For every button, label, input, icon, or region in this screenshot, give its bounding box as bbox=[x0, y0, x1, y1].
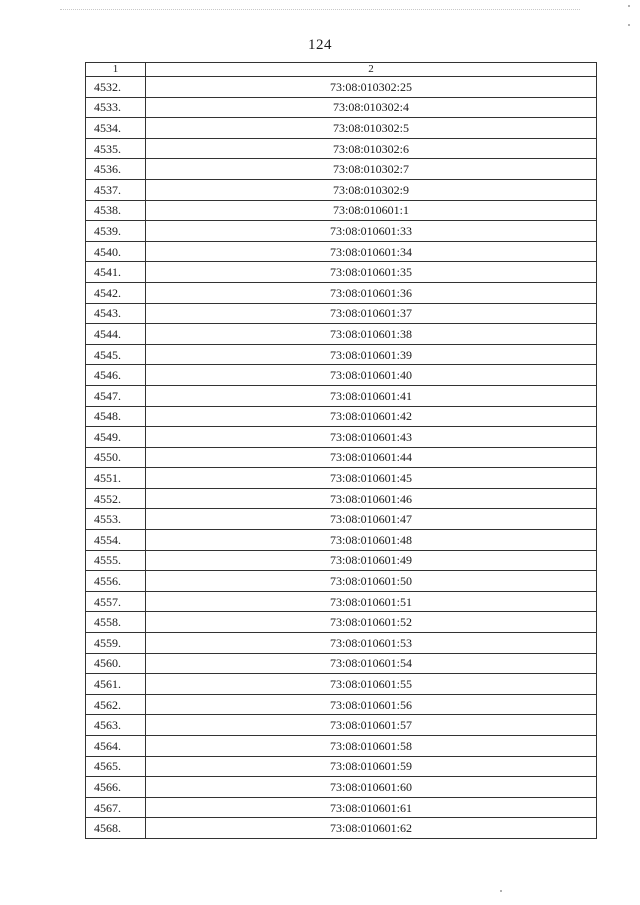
table-row bbox=[86, 179, 597, 200]
cadastral-number: 73:08:010601:59 bbox=[146, 756, 597, 777]
cadastral-number: 73:08:010601:61 bbox=[146, 797, 597, 818]
cadastral-number: 73:08:010601:60 bbox=[146, 777, 597, 798]
row-number: 4544. bbox=[86, 324, 146, 345]
cadastral-number: 73:08:010601:33 bbox=[146, 221, 597, 242]
cadastral-number: 73:08:010601:34 bbox=[146, 241, 597, 262]
cadastral-number: 73:08:010601:41 bbox=[146, 385, 597, 406]
table-row bbox=[86, 77, 597, 98]
page-number: 124 bbox=[308, 37, 332, 53]
cadastral-number: 73:08:010601:45 bbox=[146, 468, 597, 489]
cadastral-number: 73:08:010601:57 bbox=[146, 715, 597, 736]
row-number: 4559. bbox=[86, 633, 146, 654]
cadastral-number: 73:08:010601:51 bbox=[146, 591, 597, 612]
row-number: 4551. bbox=[86, 468, 146, 489]
register-table bbox=[85, 62, 597, 839]
row-number: 4538. bbox=[86, 200, 146, 221]
row-number: 4560. bbox=[86, 653, 146, 674]
table-row bbox=[86, 138, 597, 159]
scan-speck bbox=[628, 5, 630, 7]
cadastral-number: 73:08:010601:35 bbox=[146, 262, 597, 283]
table-row bbox=[86, 365, 597, 386]
table-row bbox=[86, 406, 597, 427]
table-row bbox=[86, 262, 597, 283]
row-number: 4532. bbox=[86, 77, 146, 98]
row-number: 4563. bbox=[86, 715, 146, 736]
cadastral-number: 73:08:010601:53 bbox=[146, 633, 597, 654]
row-number: 4542. bbox=[86, 282, 146, 303]
row-number: 4561. bbox=[86, 674, 146, 695]
table-row bbox=[86, 736, 597, 757]
row-number: 4553. bbox=[86, 509, 146, 530]
cadastral-number: 73:08:010601:1 bbox=[146, 200, 597, 221]
row-number: 4565. bbox=[86, 756, 146, 777]
table-row bbox=[86, 530, 597, 551]
scan-speck bbox=[500, 890, 502, 892]
table-row bbox=[86, 756, 597, 777]
cadastral-number: 73:08:010601:42 bbox=[146, 406, 597, 427]
cadastral-number: 73:08:010601:47 bbox=[146, 509, 597, 530]
row-number: 4555. bbox=[86, 550, 146, 571]
row-number: 4536. bbox=[86, 159, 146, 180]
cadastral-number: 73:08:010601:44 bbox=[146, 447, 597, 468]
row-number: 4537. bbox=[86, 179, 146, 200]
cadastral-number: 73:08:010601:56 bbox=[146, 694, 597, 715]
scan-artifact-top bbox=[60, 9, 580, 12]
table-row bbox=[86, 818, 597, 839]
row-number: 4543. bbox=[86, 303, 146, 324]
row-number: 4547. bbox=[86, 385, 146, 406]
table-row bbox=[86, 777, 597, 798]
row-number: 4558. bbox=[86, 612, 146, 633]
row-number: 4545. bbox=[86, 344, 146, 365]
row-number: 4535. bbox=[86, 138, 146, 159]
row-number: 4562. bbox=[86, 694, 146, 715]
cadastral-number: 73:08:010601:46 bbox=[146, 488, 597, 509]
cadastral-number: 73:08:010302:6 bbox=[146, 138, 597, 159]
table-row bbox=[86, 427, 597, 448]
scan-speck bbox=[628, 24, 630, 26]
column-header-code: 2 bbox=[146, 63, 597, 77]
row-number: 4539. bbox=[86, 221, 146, 242]
cadastral-number: 73:08:010302:25 bbox=[146, 77, 597, 98]
table-row bbox=[86, 715, 597, 736]
cadastral-number: 73:08:010601:50 bbox=[146, 571, 597, 592]
table-row bbox=[86, 159, 597, 180]
table-row bbox=[86, 118, 597, 139]
table-row bbox=[86, 200, 597, 221]
cadastral-number: 73:08:010601:38 bbox=[146, 324, 597, 345]
cadastral-number: 73:08:010601:62 bbox=[146, 818, 597, 839]
row-number: 4546. bbox=[86, 365, 146, 386]
row-number: 4566. bbox=[86, 777, 146, 798]
cadastral-number: 73:08:010601:39 bbox=[146, 344, 597, 365]
table-row bbox=[86, 509, 597, 530]
cadastral-number: 73:08:010601:49 bbox=[146, 550, 597, 571]
table-row bbox=[86, 447, 597, 468]
row-number: 4568. bbox=[86, 818, 146, 839]
table-row bbox=[86, 694, 597, 715]
cadastral-number: 73:08:010601:37 bbox=[146, 303, 597, 324]
cadastral-number: 73:08:010601:55 bbox=[146, 674, 597, 695]
row-number: 4550. bbox=[86, 447, 146, 468]
table-row bbox=[86, 571, 597, 592]
row-number: 4552. bbox=[86, 488, 146, 509]
row-number: 4554. bbox=[86, 530, 146, 551]
row-number: 4540. bbox=[86, 241, 146, 262]
cadastral-number: 73:08:010601:52 bbox=[146, 612, 597, 633]
cadastral-number: 73:08:010601:58 bbox=[146, 736, 597, 757]
table-body bbox=[86, 63, 597, 839]
table-row bbox=[86, 282, 597, 303]
table-row bbox=[86, 97, 597, 118]
table-row bbox=[86, 344, 597, 365]
table-row bbox=[86, 468, 597, 489]
row-number: 4556. bbox=[86, 571, 146, 592]
cadastral-number: 73:08:010601:40 bbox=[146, 365, 597, 386]
row-number: 4533. bbox=[86, 97, 146, 118]
table-header-row bbox=[86, 63, 597, 77]
table-row bbox=[86, 303, 597, 324]
cadastral-number: 73:08:010302:7 bbox=[146, 159, 597, 180]
column-header-number: 1 bbox=[86, 63, 146, 77]
table-row bbox=[86, 653, 597, 674]
table-row bbox=[86, 633, 597, 654]
cadastral-number: 73:08:010601:43 bbox=[146, 427, 597, 448]
table-row bbox=[86, 674, 597, 695]
row-number: 4564. bbox=[86, 736, 146, 757]
row-number: 4567. bbox=[86, 797, 146, 818]
row-number: 4557. bbox=[86, 591, 146, 612]
table-row bbox=[86, 385, 597, 406]
cadastral-number: 73:08:010302:5 bbox=[146, 118, 597, 139]
table-row bbox=[86, 221, 597, 242]
table-row bbox=[86, 241, 597, 262]
table-row bbox=[86, 797, 597, 818]
table-row bbox=[86, 550, 597, 571]
table-row bbox=[86, 324, 597, 345]
table-row bbox=[86, 612, 597, 633]
row-number: 4548. bbox=[86, 406, 146, 427]
cadastral-number: 73:08:010601:36 bbox=[146, 282, 597, 303]
row-number: 4549. bbox=[86, 427, 146, 448]
cadastral-number: 73:08:010302:9 bbox=[146, 179, 597, 200]
row-number: 4534. bbox=[86, 118, 146, 139]
cadastral-number: 73:08:010601:54 bbox=[146, 653, 597, 674]
cadastral-number: 73:08:010601:48 bbox=[146, 530, 597, 551]
table-row bbox=[86, 591, 597, 612]
row-number: 4541. bbox=[86, 262, 146, 283]
cadastral-number: 73:08:010302:4 bbox=[146, 97, 597, 118]
table-row bbox=[86, 488, 597, 509]
